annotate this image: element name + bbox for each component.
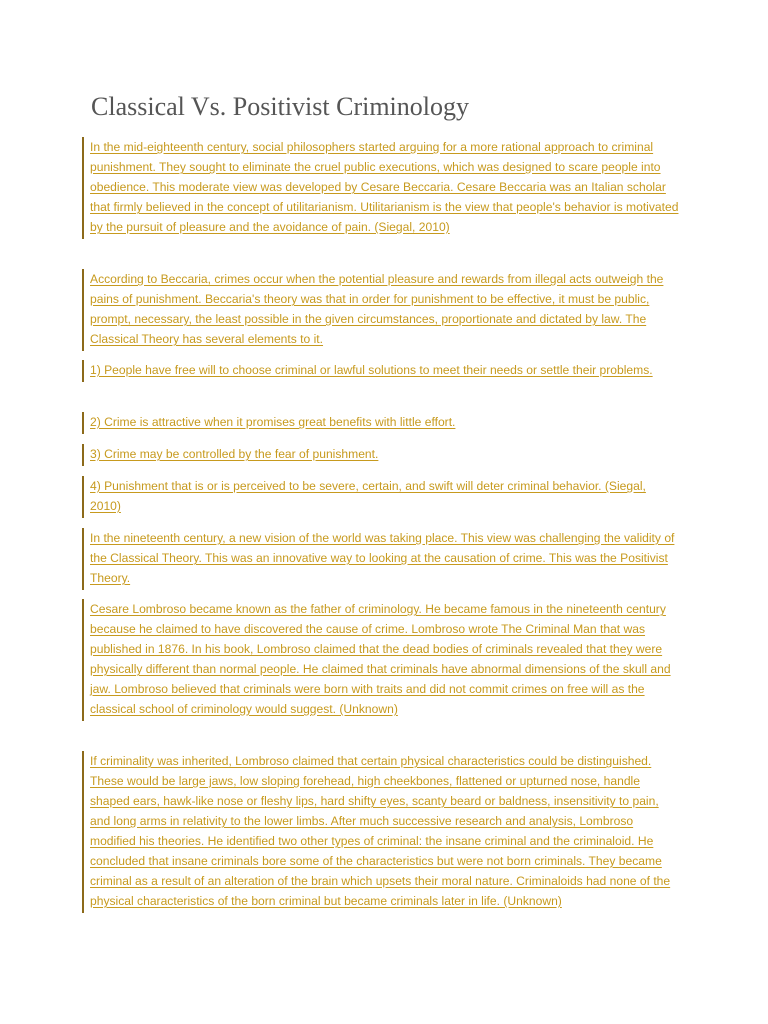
paragraph-lombroso: Cesare Lombroso became known as the father of criminology. He became famous in the nineteenth century because he claimed to have discovered the cause of crime. Lombroso wrote The Criminal Man that was published in 1876. In his book, Lombroso claimed that the dead bodies of criminals revealed that they were physically different than normal people. He claimed that criminals have abnormal dimensions of the skull and jaw. Lombroso believed that criminals were born with traits and did not commit crimes on free will as the classical school of criminology would suggest. (Unknown) [90,599,680,719]
paragraph-beccaria-intro: In the mid-eighteenth century, social philosophers started arguing for a more rational approach to criminal punishment. They sought to eliminate the cruel public executions, which was designed to scare people into obedience. This moderate view was developed by Cesare Beccaria. Cesare Beccaria was an Italian scholar that firmly believed in the concept of utilitarianism. Utilitarianism is the view that people's behavior is motivated by the pursuit of pleasure and the avoidance of pain. (Siegal, 2010) [90,137,680,237]
paragraph-lombroso-traits: If criminality was inherited, Lombroso claimed that certain physical characteristics could be distinguished. These would be large jaws, low sloping forehead, high cheekbones, flattened or upturned nose, handle shaped ears, hawk-like nose or fleshy lips, hard shifty eyes, scanty beard or baldness, insensitivity to pain, and long arms in relativity to the lower limbs. After much successive research and analysis, Lombroso modified his theories. He identified two other types of criminal: the insane criminal and the criminaloid. He concluded that insane criminals bore some of the characteristics but were not born criminals. They became criminal as a result of an alteration of the brain which upsets their moral nature. Criminaloids had none of the physical characteristics of the born criminal but became criminals later in life. (Unknown) [90,751,680,911]
paragraph-element-4: 4) Punishment that is or is perceived to be severe, certain, and swift will deter criminal behavior. (Siegal, 2010) [90,476,680,516]
paragraph-element-3: 3) Crime may be controlled by the fear of punishment. [90,444,680,464]
paragraph-beccaria-theory: According to Beccaria, crimes occur when the potential pleasure and rewards from illegal acts outweigh the pains of punishment. Beccaria's theory was that in order for punishment to be effective, it must be public, prompt, necessary, the least possible in the given circumstances, proportionate and dictated by law. The Classical Theory has several elements to it. [90,269,680,349]
paragraph-element-2: 2) Crime is attractive when it promises great benefits with little effort. [90,412,680,432]
page-title: Classical Vs. Positivist Criminology [91,92,470,121]
paragraph-positivist-intro: In the nineteenth century, a new vision of the world was taking place. This view was challenging the validity of the Classical Theory. This was an innovative way to looking at the causation of crime. This was the Positivist Theory. [90,528,680,588]
paragraph-element-1: 1) People have free will to choose criminal or lawful solutions to meet their needs or settle their problems. [90,360,680,380]
